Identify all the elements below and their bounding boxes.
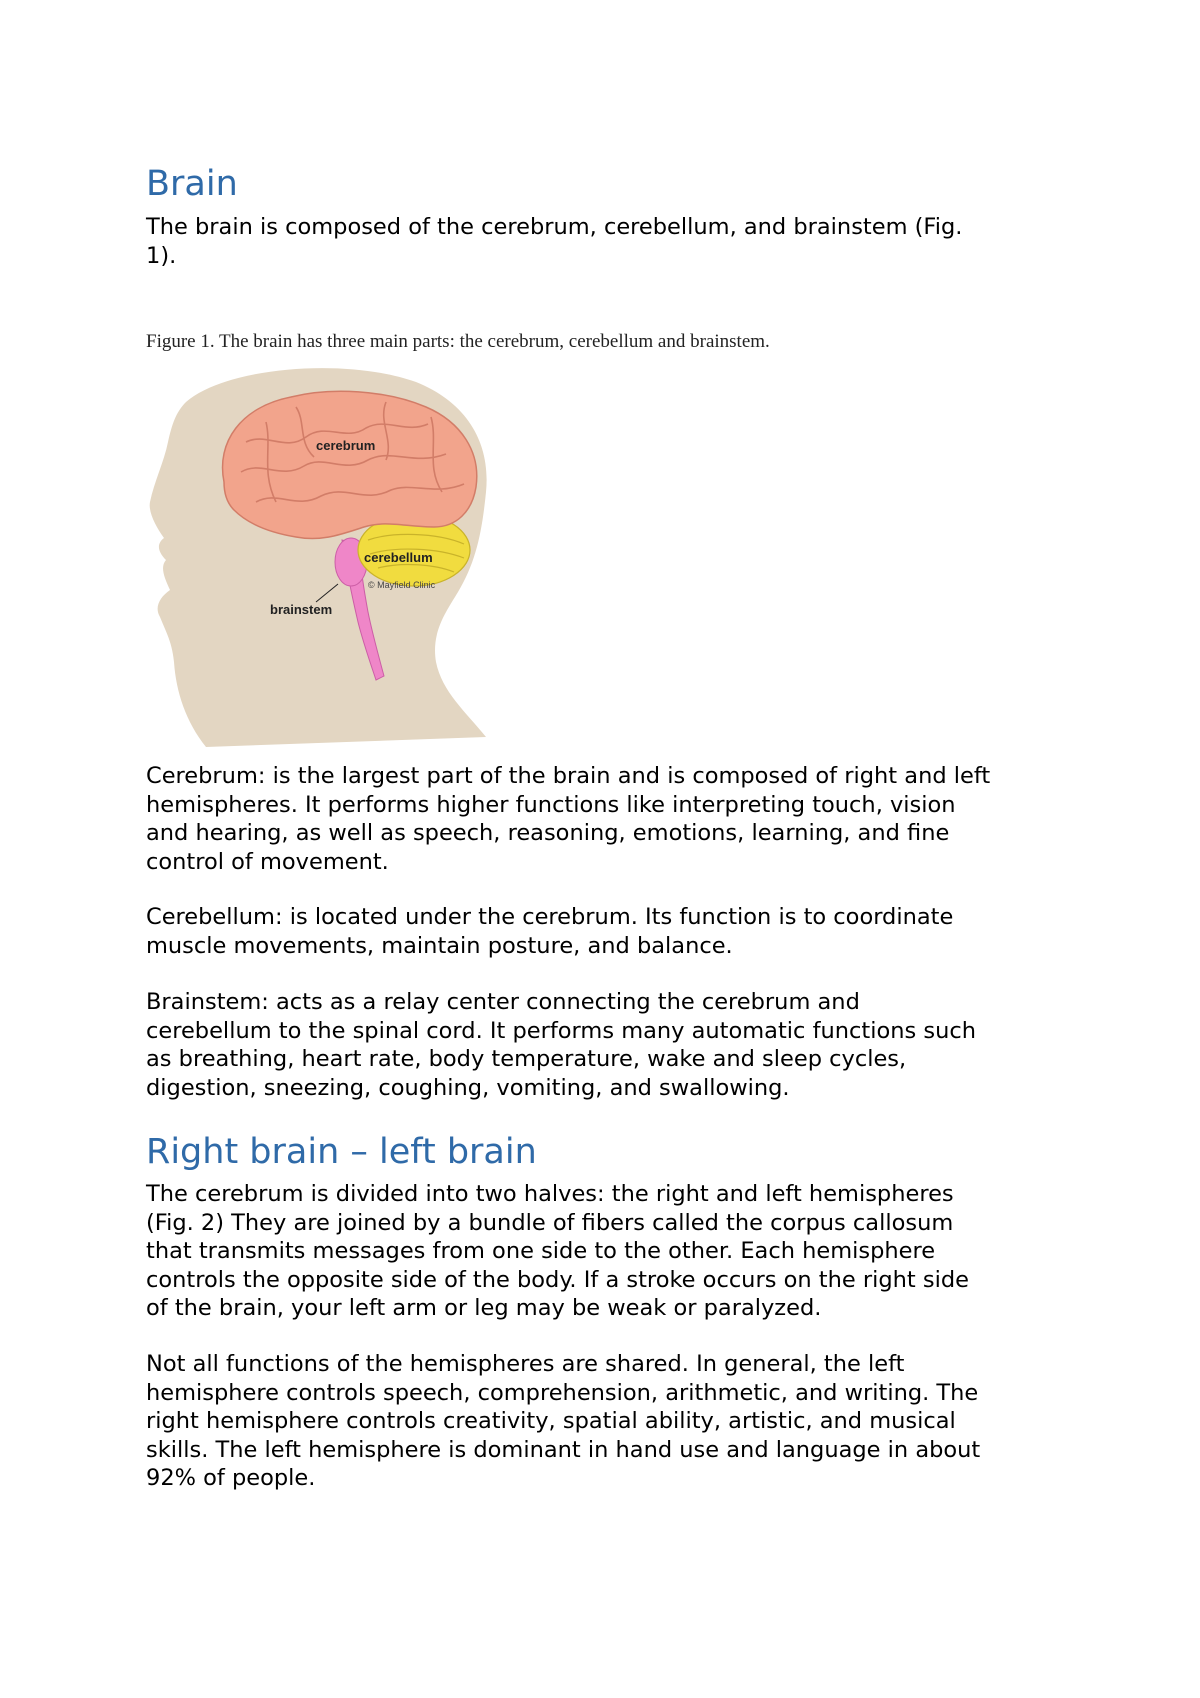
figure-caption: Figure 1. The brain has three main parts: the cerebrum, cerebellum and brainstem. [146,331,770,352]
brain-figure [146,362,506,752]
heading-brain: Brain [146,164,238,204]
brain-illustration [146,362,506,752]
heading-right-left-brain: Right brain – left brain [146,1132,537,1172]
brainstem-paragraph: Brainstem: acts as a relay center connecting the cerebrum and cerebellum to the spinal cord. It performs many automatic functions such as breathing, heart rate, body temperature, wake and sleep cycles, digestion, sneezing, coughing, vomiting, and swallowing. [146,989,976,1101]
label-credit: © Mayfield Clinic [368,580,436,590]
functions-paragraph: Not all functions of the hemispheres are shared. In general, the left hemisphere controls speech, comprehension, arithmetic, and writing. The right hemisphere controls creativity, spatial ability, artistic, and musical skills. The left hemisphere is dominant in hand use and language in about 92% of people. [146,1351,981,1492]
label-cerebellum: cerebellum [364,550,433,565]
label-cerebrum: cerebrum [316,438,376,453]
label-brainstem: brainstem [270,602,333,617]
cerebellum-paragraph: Cerebellum: is located under the cerebrum. Its function is to coordinate muscle movements, maintain posture, and balance. [146,904,954,959]
cerebrum-paragraph: Cerebrum: is the largest part of the brain and is composed of right and left hemispheres. It performs higher functions like interpreting touch, vision and hearing, as well as speech, reasoning, emotions, learning, and fine control of movement. [146,763,991,875]
intro-paragraph: The brain is composed of the cerebrum, cerebellum, and brainstem (Fig. 1). [146,214,963,269]
hemispheres-paragraph: The cerebrum is divided into two halves: the right and left hemispheres (Fig. 2) They are joined by a bundle of fibers called the corpus callosum that transmits messages from one side to the other. Each hemisphere controls the opposite side of the body. If a stroke occurs on the right side of the brain, your left arm or leg may be weak or paralyzed. [146,1181,969,1322]
